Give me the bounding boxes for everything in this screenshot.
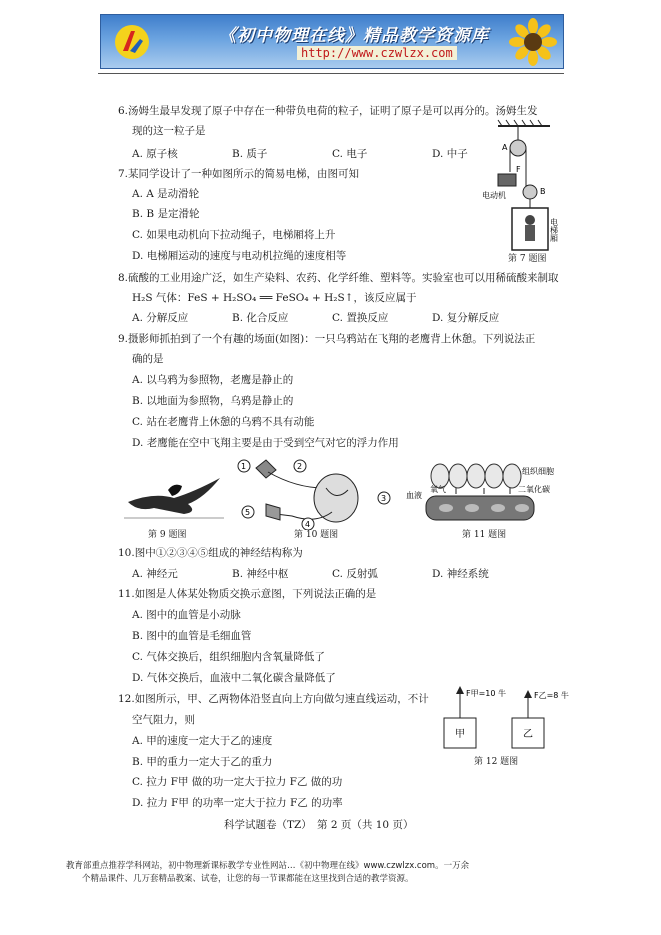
q12-caption: 第 12 题图	[474, 757, 519, 767]
q7-option-d: D. 电梯厢运动的速度与电动机拉绳的速度相等	[132, 250, 347, 262]
site-footer	[66, 860, 469, 886]
q7-stem: 7.某同学设计了一种如图所示的简易电梯，由图可知	[118, 168, 360, 180]
header-banner	[100, 14, 564, 69]
sunflower-icon	[509, 18, 557, 66]
fig10-marker-2: 2	[297, 462, 303, 471]
fig12-force-diagram	[440, 684, 570, 752]
q8-stem-line2: H₂S 气体：FeS + H₂SO₄ ══ FeSO₄ + H₂S↑，该反应属于	[132, 292, 417, 304]
q11-option-b: B. 图中的血管是毛细血管	[132, 630, 252, 642]
crow-icon	[168, 485, 182, 496]
q11-stem: 11.如图是人体某处物质交换示意图，下列说法正确的是	[118, 588, 377, 600]
force-f-label: F	[516, 165, 521, 174]
fig10-marker-3: 3	[381, 494, 387, 503]
q6-option-b: B. 质子	[232, 148, 268, 160]
fig9-eagle-crow	[124, 468, 224, 522]
q6-stem-line1: 6.汤姆生最早发现了原子中存在一种带负电荷的粒子，证明了原子是可以再分的。汤姆生发	[118, 105, 538, 117]
page-number-footer: 科学试题卷（TZ） 第 2 页（共 10 页）	[224, 819, 414, 831]
fig11-blood-label: 血液	[406, 491, 422, 500]
pulley-b-icon	[523, 185, 537, 199]
q9-option-c: C. 站在老鹰背上休憩的乌鸦不具有动能	[132, 416, 315, 428]
elevator-figure	[478, 114, 568, 264]
fig10-marker-5: 5	[245, 508, 251, 517]
q6-option-c: C. 电子	[332, 148, 368, 160]
q12-stem-line2: 空气阻力，则	[132, 714, 195, 726]
q10-option-a: A. 神经元	[132, 568, 178, 580]
q11-option-c: C. 气体交换后，组织细胞内含氧量降低了	[132, 651, 325, 663]
q9-option-d: D. 老鹰能在空中飞翔主要是由于受到空气对它的浮力作用	[132, 437, 399, 449]
q10-option-c: C. 反射弧	[332, 568, 378, 580]
q11-option-d: D. 气体交换后，血液中二氧化碳含量降低了	[132, 672, 336, 684]
q9-stem-line2: 确的是	[132, 353, 164, 365]
fig11-co2-label: 二氧化碳	[518, 485, 550, 494]
fig11-oxygen-label: 氧气	[430, 485, 446, 494]
q8-option-a: A. 分解反应	[132, 312, 189, 324]
q7-option-b: B. B 是定滑轮	[132, 208, 200, 220]
site-footer-line1: 教育部重点推荐学科网站，初中物理新课标教学专业性网站…《初中物理在线》www.czwlzx.com。一万余	[66, 861, 470, 871]
q9-option-a: A. 以乌鸦为参照物，老鹰是静止的	[132, 374, 294, 386]
q7-option-a: A. A 是动滑轮	[132, 188, 200, 200]
motor-icon	[498, 174, 516, 186]
fig11-caption: 第 11 题图	[462, 530, 507, 540]
q9-option-b: B. 以地面为参照物，乌鸦是静止的	[132, 395, 294, 407]
box-jia-label: 甲	[455, 729, 465, 740]
fig11-tissue-label: 组织细胞	[522, 467, 554, 476]
q12-option-b: B. 甲的重力一定大于乙的重力	[132, 756, 273, 768]
q12-option-d: D. 拉力 F甲 的功率一定大于拉力 F乙 的功率	[132, 797, 343, 809]
fig10-marker-1: 1	[241, 462, 247, 471]
q10-option-b: B. 神经中枢	[232, 568, 289, 580]
q7-caption: 第 7 题图	[508, 254, 547, 264]
q8-stem-line1: 8.硫酸的工业用途广泛，如生产染料、农药、化学纤维、塑料等。实验室也可以用稀硫酸来制取	[118, 272, 559, 284]
q7-option-c: C. 如果电动机向下拉动绳子，电梯厢将上升	[132, 229, 336, 241]
spinal-cord-icon	[314, 474, 358, 522]
site-logo-icon	[113, 23, 151, 61]
q8-option-d: D. 复分解反应	[432, 312, 500, 324]
q8-option-c: C. 置换反应	[332, 312, 389, 324]
q12-option-a: A. 甲的速度一定大于乙的速度	[132, 735, 273, 747]
fig11-gas-exchange	[406, 462, 570, 526]
fig10-marker-4: 4	[305, 520, 311, 529]
q6-stem-line2: 现的这一粒子是	[132, 125, 206, 137]
header-divider	[98, 73, 564, 74]
motor-label: 电动机	[482, 191, 506, 200]
eagle-icon	[128, 478, 220, 514]
pulley-b-label: B	[540, 187, 546, 196]
q12-stem-line1: 12.如图所示，甲、乙两物体沿竖直向上方向做匀速直线运动，不计	[118, 693, 429, 705]
banner-title: 《初中物理在线》精品教学资源库	[219, 26, 489, 46]
fig10-reflex-arc	[236, 458, 396, 530]
q12-option-c: C. 拉力 F甲 做的功一定大于拉力 F乙 做的功	[132, 776, 343, 788]
box-yi-label: 乙	[523, 729, 533, 740]
site-footer-line2: 个精品课件、几万套精品教案、试卷，让您的每一节课都能在这里找到合适的教学资源。	[82, 874, 414, 884]
q10-stem: 10.图中①②③④⑤组成的神经结构称为	[118, 547, 303, 559]
q6-option-a: A. 原子核	[132, 148, 178, 160]
force-jia-label: F甲=10 牛	[466, 689, 507, 698]
q11-option-a: A. 图中的血管是小动脉	[132, 609, 241, 621]
q8-option-b: B. 化合反应	[232, 312, 289, 324]
q6-option-d: D. 中子	[432, 148, 468, 160]
fig10-caption: 第 10 题图	[294, 530, 339, 540]
elevator-car-label: 电梯厢	[549, 218, 559, 242]
q9-stem-line1: 9.摄影师抓拍到了一个有趣的场面(如图)：一只乌鸦站在飞翔的老鹰背上休憩。下列说法正	[118, 333, 536, 345]
q10-option-d: D. 神经系统	[432, 568, 489, 580]
banner-url-link[interactable]: http://www.czwlzx.com	[297, 46, 457, 60]
fig9-caption: 第 9 题图	[148, 530, 187, 540]
pulley-a-label: A	[502, 143, 508, 152]
pulley-a-icon	[510, 140, 526, 156]
force-yi-label: F乙=8 牛	[534, 691, 569, 700]
